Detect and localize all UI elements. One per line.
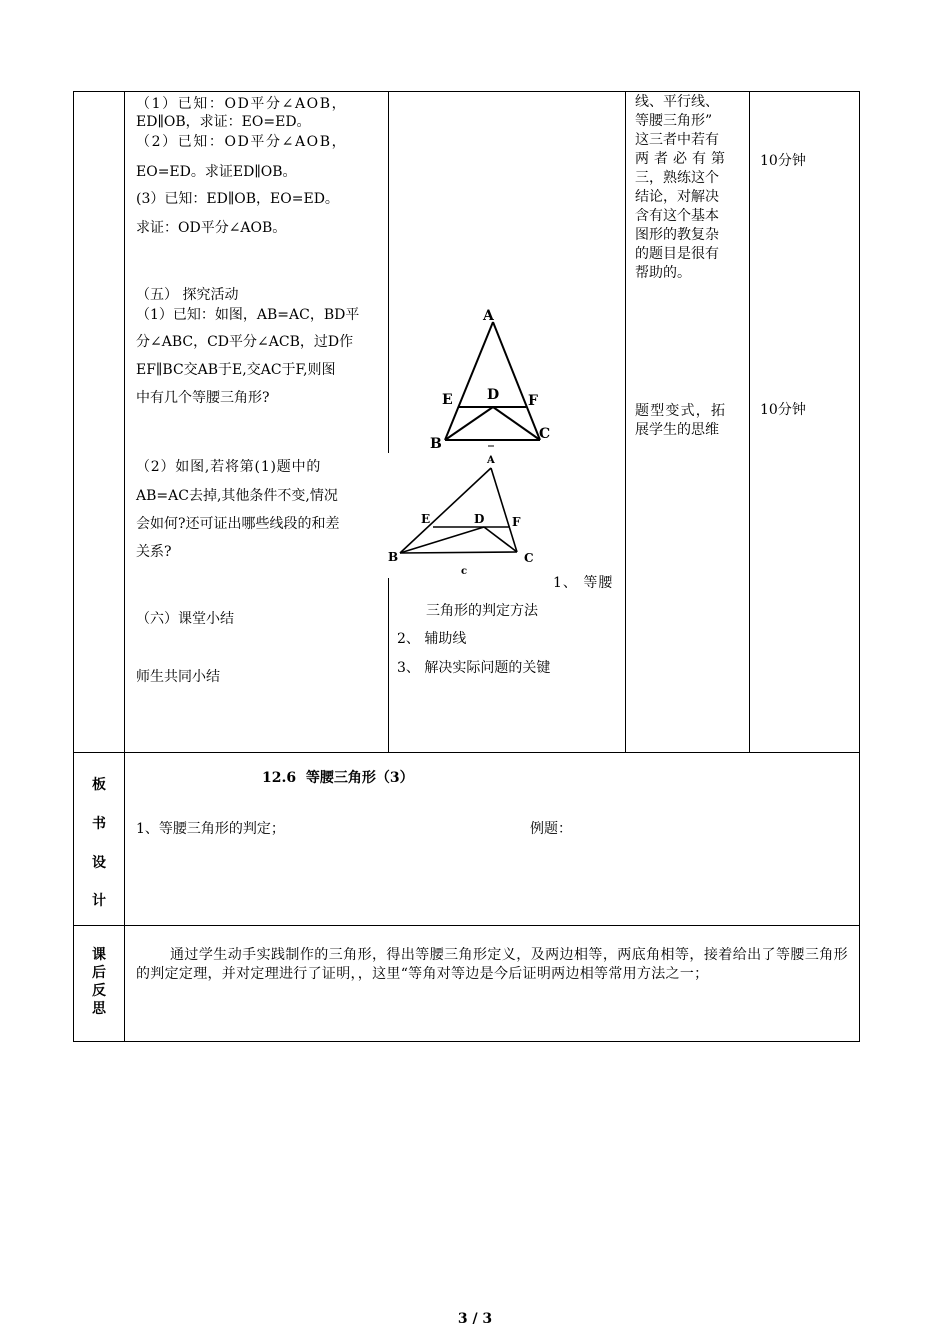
intent-line: 线、平行线、 [635, 94, 719, 110]
intent-note-2-line-1: 题型变式，拓 [635, 403, 727, 419]
problem-3-line-2: 求证：OD平分∠AOB。 [136, 220, 287, 236]
mid-summary-3: 3、 解决实际问题的关键 [397, 660, 551, 676]
explore-1-line-2: 分∠ABC，CD平分∠ACB，过D作 [136, 334, 354, 350]
reflection-label-char: 思 [92, 1001, 106, 1017]
summary-heading: （六）课堂小结 [136, 611, 234, 627]
explore-heading: （五） 探究活动 [136, 287, 239, 303]
board-item-2: 例题： [530, 821, 572, 837]
problem-1-line-2: ED∥OB，求证：EO=ED。 [136, 114, 311, 130]
board-title: 12.6 等腰三角形（3） [262, 770, 414, 786]
explore-2-line-1: （2）如图,若将第(1)题中的 [136, 459, 322, 475]
isosceles-figure-1 [420, 300, 570, 460]
explore-1-line-4: 中有几个等腰三角形? [136, 390, 270, 406]
page-number: 3 / 3 [457, 1311, 493, 1327]
fig1-label-e: E [442, 392, 453, 408]
problem-2-line-1: （2）已知：OD平分∠AOB， [136, 134, 348, 150]
fig2-label-e: E [421, 512, 431, 526]
intent-line: 帮助的。 [635, 265, 691, 281]
time-1: 10分钟 [760, 153, 806, 169]
mid-summary-1-cont: 三角形的判定方法 [426, 603, 538, 619]
fig2-label-d: D [474, 512, 485, 526]
intent-line: 结论，对解决 [635, 189, 719, 205]
intent-line: 的题目是很有 [635, 246, 719, 262]
fig1-label-d: D [487, 387, 500, 403]
explore-2-line-2: AB=AC去掉,其他条件不变,情况 [136, 488, 338, 504]
board-label-char: 板 [92, 777, 106, 793]
explore-1-line-3: EF∥BC交AB于E,交AC于F,则图 [136, 362, 336, 378]
board-item-1: 1、等腰三角形的判定； [136, 821, 285, 837]
mid-summary-1: 1、 等腰 [553, 575, 614, 591]
fig2-label-b: B [388, 550, 399, 564]
time-2: 10分钟 [760, 402, 806, 418]
fig1-label-b: B [430, 436, 442, 452]
intent-line: 这三者中若有 [635, 132, 719, 148]
fig2-segment-bd [400, 527, 484, 553]
reflection-text: 通过学生动手实践制作的三角形，得出等腰三角形定义，及两边相等，两底角相等，接着给出了等腰三角形的判定定理，并对定理进行了证明，，这里“等角对等边是今后证明两边相等常用方法之一； [136, 947, 848, 982]
board-label-char: 设 [92, 855, 106, 871]
problem-1-line-1: （1）已知：OD平分∠AOB， [136, 96, 348, 112]
fig2-label-small-c: c [461, 566, 468, 577]
scalene-figure-2 [385, 448, 545, 583]
fig2-side-ab [400, 468, 491, 553]
explore-2-line-3: 会如何?还可证出哪些线段的和差 [136, 516, 340, 532]
summary-text: 师生共同小结 [136, 669, 220, 685]
fig1-label-c: C [539, 426, 551, 442]
board-label-char: 计 [92, 893, 106, 909]
problem-3-line-1: (3）已知：ED∥OB，EO=ED。 [136, 191, 339, 207]
reflection-label-char: 课 [92, 947, 106, 963]
intent-line: 图形的教复杂 [635, 227, 719, 243]
fig1-label-a: A [483, 308, 494, 324]
intent-line: 两者必有第 [635, 151, 730, 167]
fig1-label-f: F [528, 393, 538, 409]
fig2-base-bc [400, 552, 517, 553]
explore-2-line-4: 关系? [136, 544, 172, 560]
mid-summary-2: 2、 辅助线 [397, 631, 467, 647]
fig2-side-ac [491, 468, 517, 552]
intent-line: 等腰三角形” [635, 113, 713, 129]
intent-line: 三，熟练这个 [635, 170, 719, 186]
fig2-label-a: A [487, 455, 495, 466]
fig2-segment-cd [484, 527, 517, 552]
intent-line: 含有这个基本 [635, 208, 719, 224]
intent-note-2-line-2: 展学生的思维 [635, 422, 719, 438]
explore-1-line-1: （1）已知：如图，AB=AC，BD平 [136, 307, 360, 323]
board-label-char: 书 [92, 816, 106, 832]
reflection-label-char: 反 [92, 983, 106, 999]
fig2-label-f: F [512, 515, 521, 529]
problem-2-line-2: EO=ED。求证ED∥OB。 [136, 164, 297, 180]
fig2-label-c: C [524, 551, 534, 565]
reflection-label-char: 后 [92, 965, 106, 981]
